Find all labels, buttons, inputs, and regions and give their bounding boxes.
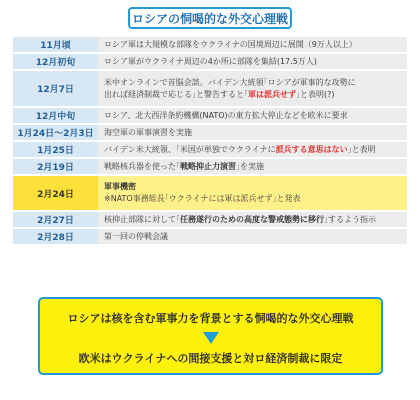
timeline-description (98, 229, 407, 244)
timeline-line (104, 144, 401, 156)
timeline-row (13, 142, 407, 157)
timeline-text: ※NATO事務総長｢ウクライナには軍は派兵せず｣と発表 (104, 194, 301, 203)
timeline-text: ｣と表明 (347, 144, 376, 154)
timeline-description (98, 142, 407, 157)
timeline-description (98, 54, 407, 69)
timeline-date: 2月27日 (13, 212, 98, 227)
timeline-text: ロシア、北大西洋条約機構(NATO)の東方拡大停止などを欧米に要求 (104, 110, 348, 120)
timeline-row (13, 37, 407, 52)
timeline-text: ロシア軍がウクライナ周辺の4か所に部隊を集結(17.5万人) (104, 56, 317, 66)
timeline-row (13, 108, 407, 123)
timeline-description (98, 37, 407, 52)
timeline-text: ｣と表明(?) (296, 89, 335, 99)
timeline-text: ｣を実施 (236, 161, 264, 171)
timeline-line (104, 231, 401, 243)
timeline-date: 11月頃 (13, 37, 98, 52)
timeline-line (104, 214, 401, 226)
timeline-text: 出れば経済制裁で応じる｣と警告すると｢ (104, 89, 248, 99)
timeline-description (98, 159, 407, 174)
timeline-row (13, 71, 407, 106)
timeline-date: 2月24日 (13, 176, 98, 210)
timeline-description (98, 125, 407, 140)
summary-line-1: ロシアは核を含む軍事力を背景とする恫喝的な外交心理戦 (67, 312, 354, 325)
timeline-line (104, 56, 401, 68)
timeline-line (104, 77, 401, 89)
timeline-text: バイデン米大統領、｢米国が単独でウクライナに (104, 144, 276, 154)
timeline-description (98, 176, 407, 210)
timeline-date: 12月初旬 (13, 54, 98, 69)
down-arrow-icon (203, 332, 219, 344)
timeline-text: ｣するよう指示 (324, 214, 376, 224)
timeline-text: 海空軍の軍事演習を実施 (104, 127, 192, 137)
timeline-text: 任務遂行のための高度な警戒態勢に移行 (180, 214, 324, 224)
summary-box (38, 297, 383, 375)
timeline-text: 軍事機密 (104, 182, 136, 191)
timeline-description (98, 108, 407, 123)
timeline-text: 第一回の停戦会議 (104, 231, 168, 241)
timeline-text: 核抑止部隊に対して｢ (104, 214, 180, 224)
summary-line-2: 欧米はウクライナへの間接支援と対ロ経済制裁に限定 (78, 352, 343, 365)
timeline-text: 米中オンラインで首脳会談。バイデン大統領｢ロシアが軍事的な攻勢に (104, 77, 356, 87)
timeline-text: 戦略核兵器を使った｢ (104, 161, 180, 171)
timeline-table (13, 37, 407, 246)
timeline-text: 戦略抑止力演習 (180, 161, 236, 171)
timeline-line (104, 181, 401, 193)
timeline-row (13, 125, 407, 140)
timeline-date: 12月7日 (13, 71, 98, 106)
timeline-date: 1月25日 (13, 142, 98, 157)
timeline-description (98, 212, 407, 227)
timeline-date: 1月24日～2月3日 (13, 125, 98, 140)
timeline-row (13, 176, 407, 210)
timeline-row (13, 212, 407, 227)
timeline-text: 軍は派兵せず (248, 89, 296, 99)
timeline-row (13, 159, 407, 174)
timeline-line (104, 127, 401, 139)
page-title: ロシアの恫喝的な外交心理戦 (128, 7, 292, 29)
timeline-line (104, 161, 401, 173)
timeline-row (13, 229, 407, 244)
timeline-line (104, 89, 401, 101)
timeline-line (104, 39, 401, 51)
timeline-line (104, 193, 401, 205)
timeline-date: 2月28日 (13, 229, 98, 244)
timeline-date: 12月中旬 (13, 108, 98, 123)
timeline-date: 2月19日 (13, 159, 98, 174)
timeline-description (98, 71, 407, 106)
timeline-row (13, 54, 407, 69)
timeline-text: ロシア軍は大規模な部隊をウクライナの国境周辺に展開（9万人以上） (104, 39, 357, 49)
timeline-text: 派兵する意思はない (275, 144, 348, 154)
timeline-line (104, 110, 401, 122)
